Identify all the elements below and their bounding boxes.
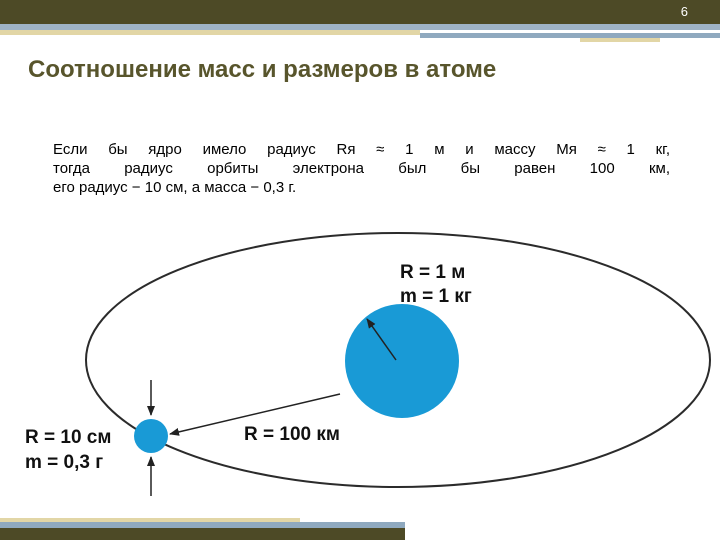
nucleus-radius-label: R = 1 м (400, 262, 466, 283)
body-line: тогда радиус орбиты электрона был бы равен 100 км, (53, 160, 670, 177)
electron-sphere (134, 419, 168, 453)
orbit-radius-label: R = 100 км (244, 424, 340, 445)
slide-title: Соотношение масс и размеров в атоме (28, 56, 497, 83)
electron-mass-label: m = 0,3 г (25, 452, 104, 473)
body-line: его радиус − 10 см, а масса − 0,3 г. (53, 179, 297, 196)
nucleus-mass-label: m = 1 кг (400, 286, 472, 307)
electron-radius-label: R = 10 см (25, 427, 112, 448)
body-line: Если бы ядро имело радиус Rя ≈ 1 м и массу Mя ≈ 1 кг, (53, 141, 670, 158)
slide-number: 6 (680, 4, 688, 19)
bottom-bar (0, 528, 405, 540)
nucleus-sphere (345, 304, 459, 418)
